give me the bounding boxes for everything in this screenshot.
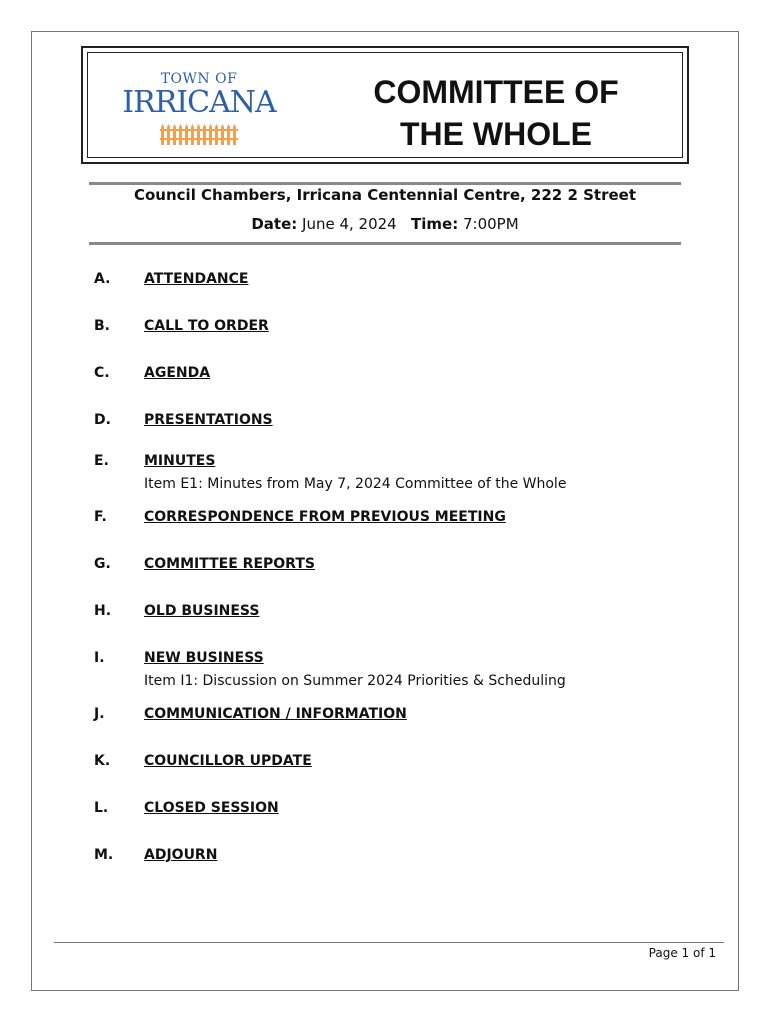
- agenda-letter: C.: [94, 365, 110, 381]
- header-inner-border: [87, 52, 683, 158]
- title-line-1: COMMITTEE OF: [373, 74, 619, 110]
- agenda-heading: COMMITTEE REPORTS: [144, 556, 315, 572]
- agenda-letter: M.: [94, 847, 114, 863]
- agenda-heading: PRESENTATIONS: [144, 412, 273, 428]
- title-line-2: THE WHOLE: [400, 116, 592, 152]
- document-title: [346, 71, 646, 155]
- agenda-letter: D.: [94, 412, 111, 428]
- time-value: 7:00PM: [463, 215, 519, 233]
- meeting-location: Council Chambers, Irricana Centennial Centre, 222 2 Street: [133, 186, 636, 204]
- agenda-letter: G.: [94, 556, 111, 572]
- agenda-subitem: Item E1: Minutes from May 7, 2024 Committee of the Whole: [144, 476, 567, 492]
- agenda-heading: AGENDA: [144, 365, 211, 381]
- date-label: Date:: [251, 215, 298, 233]
- date-value: June 4, 2024: [302, 215, 397, 233]
- agenda-heading: MINUTES: [144, 453, 216, 469]
- page-number: Page 1 of 1: [648, 946, 716, 960]
- agenda-letter: I.: [94, 650, 105, 666]
- agenda-heading: COUNCILLOR UPDATE: [144, 753, 312, 769]
- time-label: Time:: [411, 215, 459, 233]
- agenda-heading: COMMUNICATION / INFORMATION: [144, 706, 407, 722]
- agenda-heading: CORRESPONDENCE FROM PREVIOUS MEETING: [144, 509, 506, 525]
- agenda-heading: ADJOURN: [144, 847, 218, 863]
- agenda-letter: J.: [94, 706, 105, 722]
- meeting-datetime: [89, 215, 681, 233]
- agenda-heading: CLOSED SESSION: [144, 800, 279, 816]
- agenda-heading: NEW BUSINESS: [144, 650, 264, 666]
- agenda-letter: K.: [94, 753, 111, 769]
- town-logo: [114, 63, 284, 151]
- agenda-letter: H.: [94, 603, 112, 619]
- agenda-letter: F.: [94, 509, 107, 525]
- footer-rule: [54, 942, 724, 943]
- top-rule: [89, 182, 681, 185]
- agenda-letter: A.: [94, 271, 111, 287]
- bottom-rule: [89, 242, 681, 245]
- logo-town-name: IRRICANA: [122, 85, 276, 120]
- agenda-letter: B.: [94, 318, 110, 334]
- header-box: [81, 46, 689, 164]
- agenda-letter: L.: [94, 800, 109, 816]
- agenda-subitem: Item I1: Discussion on Summer 2024 Priorities & Scheduling: [144, 673, 566, 689]
- agenda-heading: ATTENDANCE: [144, 271, 249, 287]
- fence-icon: [160, 123, 238, 145]
- agenda-heading: OLD BUSINESS: [144, 603, 260, 619]
- agenda-heading: CALL TO ORDER: [144, 318, 269, 334]
- logo-town-of: TOWN OF: [160, 71, 238, 87]
- agenda-letter: E.: [94, 453, 109, 469]
